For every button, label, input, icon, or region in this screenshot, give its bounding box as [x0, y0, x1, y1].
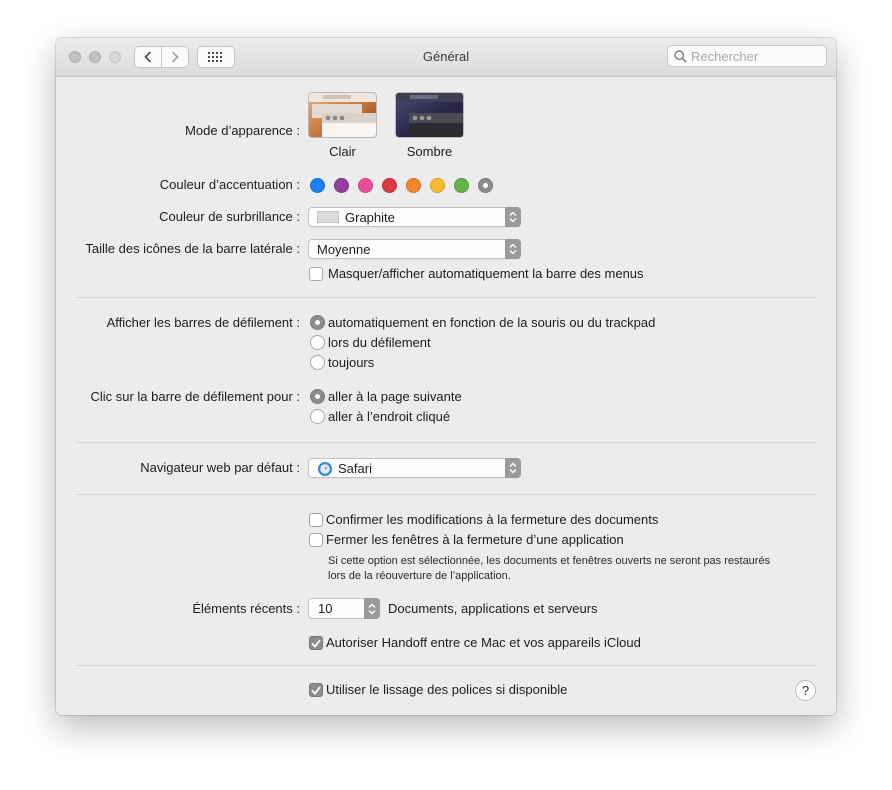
handoff-label: Autoriser Handoff entre ce Mac et vos appareils iCloud: [326, 635, 641, 650]
separator: [76, 442, 816, 443]
default-browser-label: Navigateur web par défaut :: [140, 460, 300, 475]
sidebar-icon-size-value: Moyenne: [317, 242, 371, 257]
menubar-autohide-label: Masquer/afficher automatiquement la barre des menus: [328, 266, 644, 281]
font-smoothing-checkbox[interactable]: [309, 683, 323, 697]
scrollbars-label: Afficher les barres de défilement :: [106, 315, 300, 330]
appearance-light-label: Clair: [329, 144, 356, 159]
preferences-window: [56, 38, 836, 715]
separator: [76, 665, 816, 666]
appearance-label: Mode d’apparence :: [185, 123, 300, 138]
accent-color-graphite[interactable]: [478, 178, 493, 193]
search-icon: [674, 50, 687, 63]
window-title: Général: [422, 49, 470, 64]
title-bar: [56, 38, 836, 77]
checkmark-icon: [311, 686, 321, 695]
help-button[interactable]: [795, 680, 816, 701]
recent-items-value: 10: [318, 601, 333, 616]
scroll-click-next-page-label: aller à la page suivante: [328, 389, 462, 404]
highlight-color-popup[interactable]: [308, 207, 521, 227]
accent-color-label: Couleur d’accentuation :: [159, 177, 300, 192]
separator: [76, 494, 816, 495]
recent-items-suffix: Documents, applications et serveurs: [388, 601, 598, 616]
scrollbars-auto-label: automatiquement en fonction de la souris ou du trackpad: [328, 315, 656, 330]
popup-arrows-icon: [364, 598, 380, 619]
accent-color-yellow[interactable]: [430, 178, 445, 193]
scrollbars-auto-radio[interactable]: [310, 315, 325, 330]
search-field[interactable]: [667, 45, 827, 67]
accent-color-orange[interactable]: [406, 178, 421, 193]
highlight-color-value: Graphite: [345, 210, 395, 225]
scrollbars-scrolling-label: lors du défilement: [328, 335, 431, 350]
scroll-click-label: Clic sur la barre de défilement pour :: [90, 389, 300, 404]
confirm-changes-checkbox[interactable]: [309, 513, 323, 527]
close-windows-label: Fermer les fenêtres à la fermeture d’une application: [326, 532, 624, 547]
close-windows-note-line1: Si cette option est sélectionnée, les documents et fenêtres ouverts ne seront pas restaurés: [328, 555, 771, 567]
search-input[interactable]: [687, 49, 821, 64]
menubar-autohide-checkbox[interactable]: [309, 267, 323, 281]
highlight-color-swatch: [317, 211, 339, 223]
popup-arrows-icon: [505, 207, 521, 227]
scrollbars-scrolling-radio[interactable]: [310, 335, 325, 350]
font-smoothing-label: Utiliser le lissage des polices si disponible: [326, 682, 568, 697]
separator: [76, 297, 816, 298]
close-windows-note-line2: lors de la réouverture de l’application.: [328, 570, 511, 582]
sidebar-icon-size-label: Taille des icônes de la barre latérale :: [85, 241, 300, 256]
default-browser-value: Safari: [338, 461, 372, 476]
checkmark-icon: [311, 639, 321, 648]
accent-color-purple[interactable]: [334, 178, 349, 193]
accent-color-red[interactable]: [382, 178, 397, 193]
scroll-click-next-page-radio[interactable]: [310, 389, 325, 404]
popup-arrows-icon: [505, 458, 521, 478]
appearance-dark-label: Sombre: [406, 144, 453, 159]
scroll-click-spot-radio[interactable]: [310, 409, 325, 424]
confirm-changes-label: Confirmer les modifications à la fermeture des documents: [326, 512, 659, 527]
safari-icon: [318, 462, 332, 476]
appearance-light-thumbnail[interactable]: [309, 93, 376, 137]
popup-arrows-icon: [505, 239, 521, 259]
sidebar-icon-size-popup[interactable]: [308, 239, 521, 259]
scrollbars-always-label: toujours: [328, 355, 375, 370]
close-windows-checkbox[interactable]: [309, 533, 323, 547]
default-browser-popup[interactable]: [308, 458, 521, 478]
scroll-click-spot-label: aller à l’endroit cliqué: [328, 409, 451, 424]
recent-items-popup[interactable]: [308, 598, 380, 619]
recent-items-label: Éléments récents :: [192, 601, 300, 616]
accent-color-pink[interactable]: [358, 178, 373, 193]
handoff-checkbox[interactable]: [309, 636, 323, 650]
help-icon: ?: [801, 683, 810, 698]
accent-color-blue[interactable]: [310, 178, 325, 193]
appearance-dark-thumbnail[interactable]: [396, 93, 463, 137]
scrollbars-always-radio[interactable]: [310, 355, 325, 370]
accent-color-green[interactable]: [454, 178, 469, 193]
highlight-color-label: Couleur de surbrillance :: [159, 209, 300, 224]
